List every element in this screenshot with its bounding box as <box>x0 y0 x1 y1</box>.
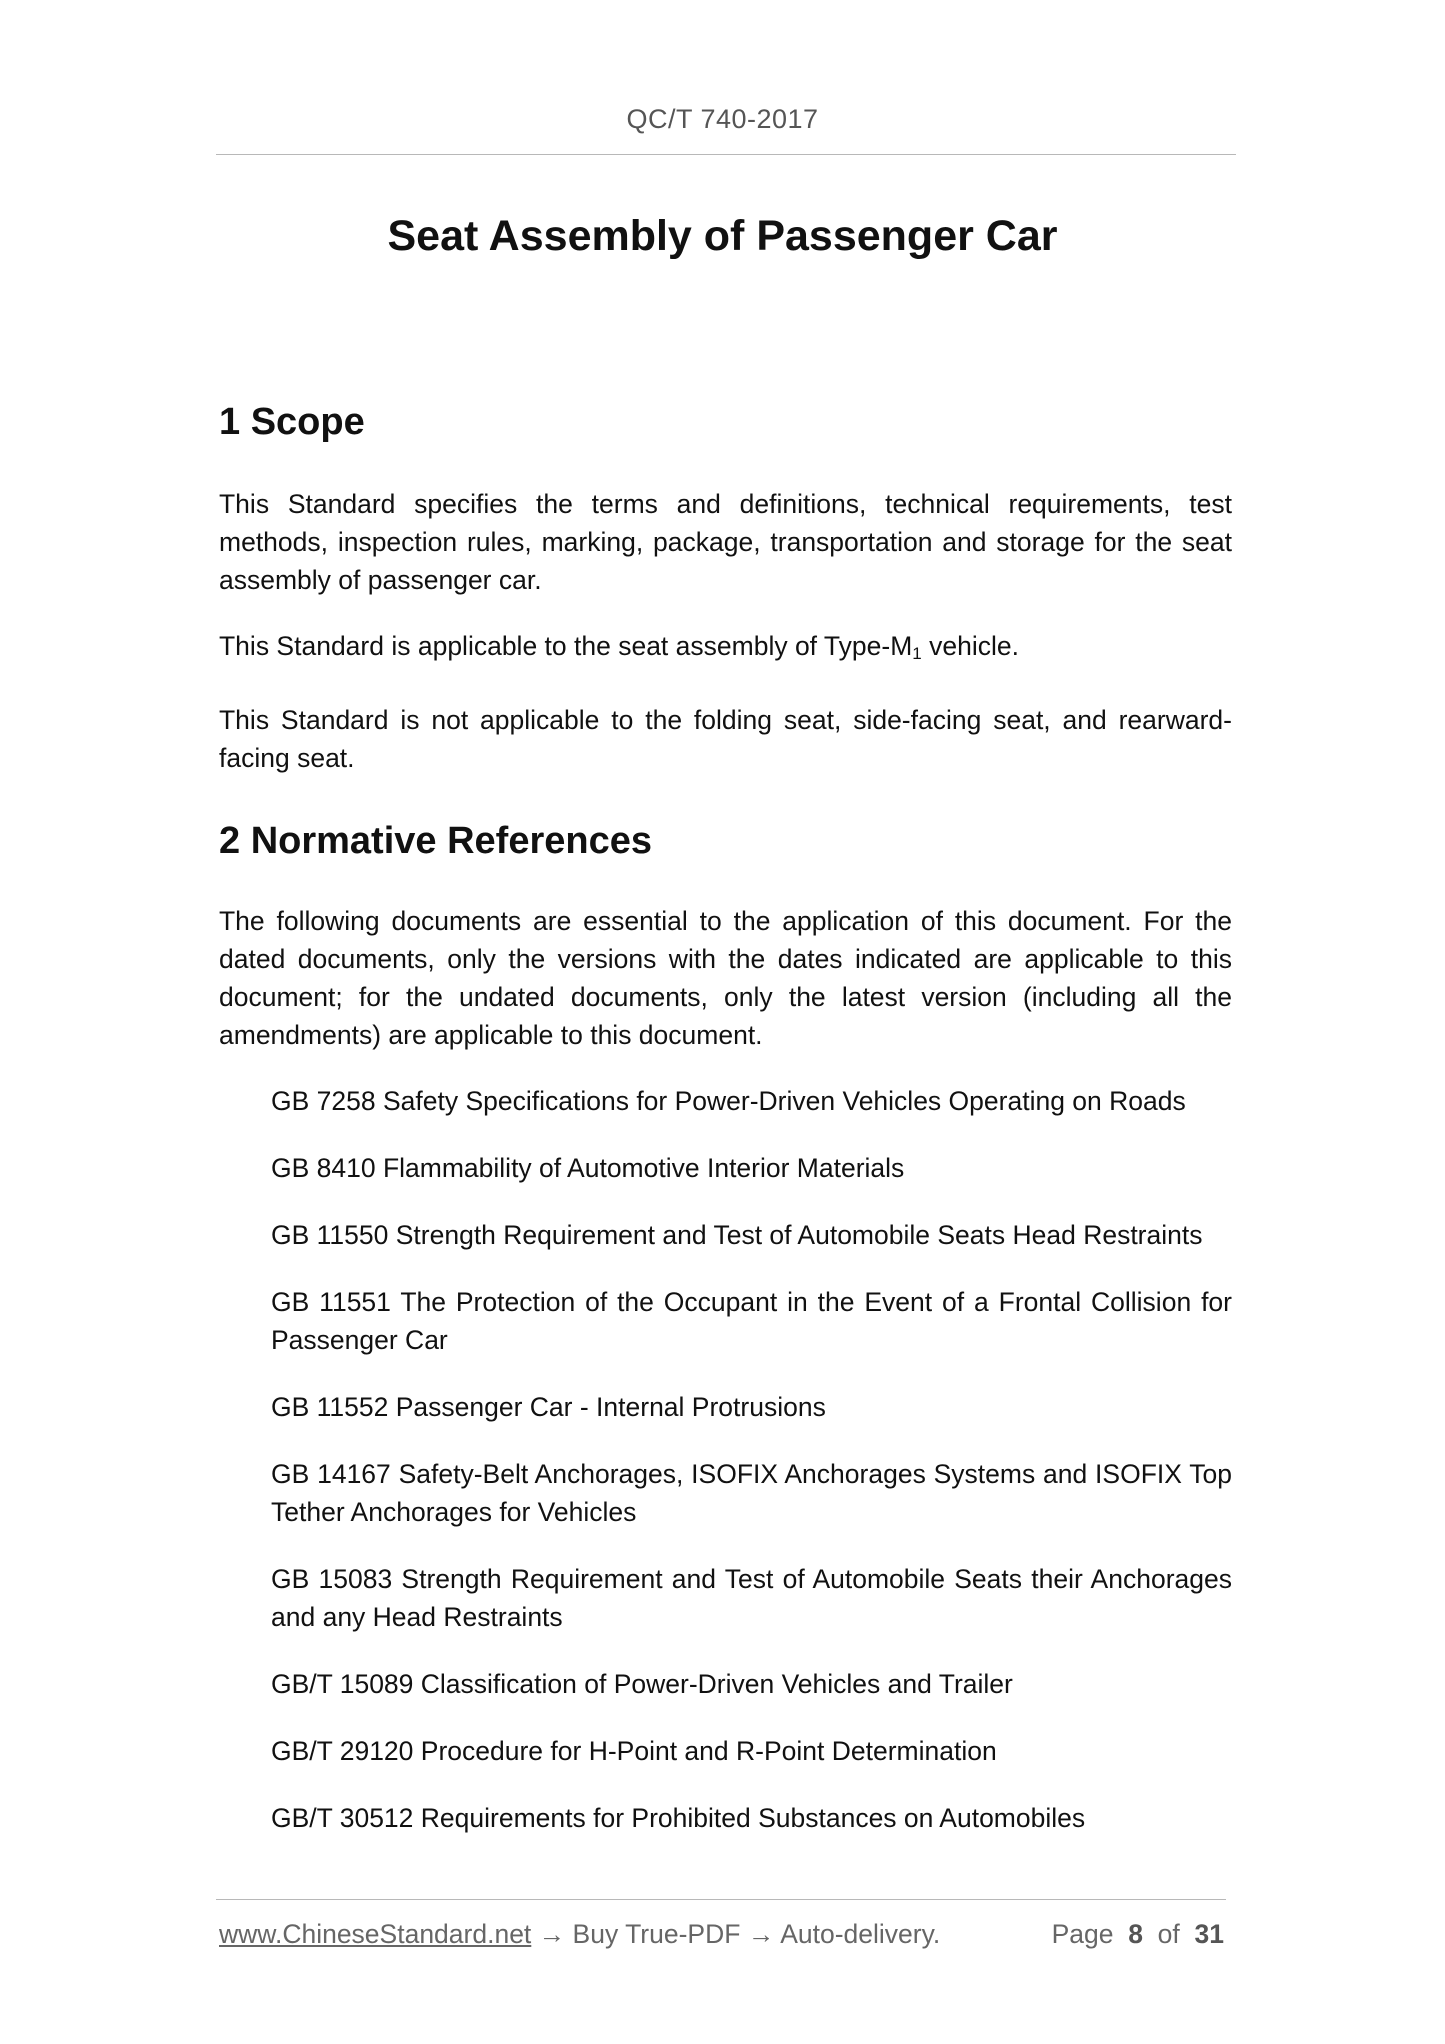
reference-item: GB 7258 Safety Specifications for Power-Driven Vehicles Operating on Roads <box>271 1086 1186 1117</box>
scope-paragraph-2-tail: vehicle. <box>921 630 1019 661</box>
reference-item: GB/T 29120 Procedure for H-Point and R-Point Determination <box>271 1736 997 1767</box>
reference-item: GB 11552 Passenger Car - Internal Protrusions <box>271 1392 826 1423</box>
standard-code-header: QC/T 740-2017 <box>626 104 819 134</box>
footer-promo <box>219 1919 940 1950</box>
subscript-1: 1 <box>912 643 922 663</box>
website-link[interactable]: www.ChineseStandard.net <box>219 1919 532 1949</box>
arrow-right-icon: → <box>538 1919 566 1949</box>
reference-item: GB/T 15089 Classification of Power-Driven Vehicles and Trailer <box>271 1669 1013 1700</box>
total-page-count: 31 <box>1194 1919 1224 1949</box>
current-page-number: 8 <box>1128 1919 1143 1949</box>
reference-item: GB 14167 Safety-Belt Anchorages, ISOFIX Anchorages Systems and ISOFIX Top Tether Anchorages for Vehicles <box>271 1459 1232 1528</box>
of-label: of <box>1157 1919 1180 1949</box>
footer-divider <box>216 1899 1226 1900</box>
reference-item: GB/T 30512 Requirements for Prohibited Substances on Automobiles <box>271 1803 1086 1834</box>
scope-paragraph-1: This Standard specifies the terms and definitions, technical requirements, test methods, inspection rules, marking, package, transportation and storage for the seat assembly of passenger car. <box>219 488 1232 595</box>
buy-true-pdf-text: Buy True-PDF <box>572 1919 741 1949</box>
arrow-right-icon: → <box>747 1919 775 1949</box>
section-heading-normative-references: 2 Normative References <box>219 819 652 862</box>
page-label: Page <box>1051 1919 1114 1949</box>
references-intro-paragraph: The following documents are essential to the application of this document. For the dated documents, only the versions with the dates indicated are applicable to this document; for the undated documents, only the latest version (including all the amendments) are applicable to this document. <box>219 906 1232 1051</box>
document-body <box>219 400 1232 1837</box>
document-title: Seat Assembly of Passenger Car <box>387 212 1058 260</box>
reference-list <box>219 1082 1232 1837</box>
header-divider <box>216 154 1236 155</box>
reference-item: GB 11550 Strength Requirement and Test of Automobile Seats Head Restraints <box>271 1220 1203 1251</box>
scope-paragraph-2-text: This Standard is applicable to the seat assembly of Type-M <box>219 630 913 661</box>
reference-item: GB 8410 Flammability of Automotive Interior Materials <box>271 1153 905 1184</box>
page-number-indicator <box>1052 1919 1224 1950</box>
scope-paragraph-2 <box>219 627 1232 673</box>
scope-paragraph-3: This Standard is not applicable to the folding seat, side-facing seat, and rearward-facing seat. <box>219 704 1232 773</box>
section-heading-scope: 1 Scope <box>219 401 365 443</box>
reference-item: GB 15083 Strength Requirement and Test of Automobile Seats their Anchorages and any Head Restraints <box>271 1564 1232 1633</box>
reference-item: GB 11551 The Protection of the Occupant in the Event of a Frontal Collision for Passenger Car <box>271 1287 1232 1356</box>
auto-delivery-text: Auto-delivery. <box>780 1919 941 1949</box>
